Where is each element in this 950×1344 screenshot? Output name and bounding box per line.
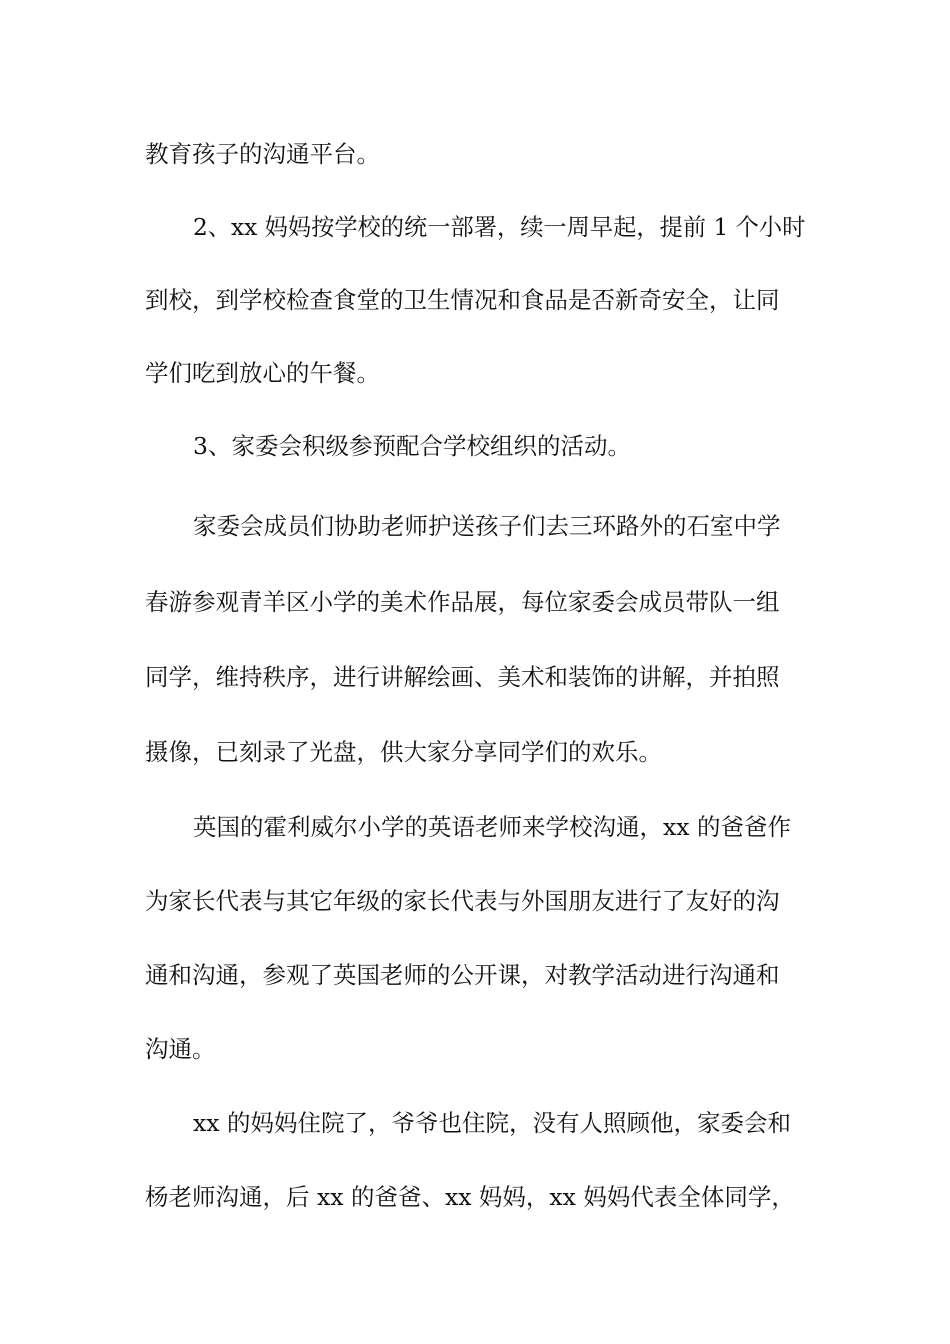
text-line xyxy=(0,1177,950,1217)
text-line xyxy=(0,207,950,247)
line-text: 家委会成员们协助老师护送孩子们去三环路外的石室中学 xyxy=(193,512,781,540)
line-text: 春游参观青羊区小学的美术作品展，每位家委会成员带队一组 xyxy=(145,588,780,616)
text-line xyxy=(0,732,950,772)
line-text: 到校，到学校检查食堂的卫生情况和食品是否新奇安全，让同 xyxy=(145,286,780,314)
line-text: 通和沟通，参观了英国老师的公开课，对教学活动进行沟通和 xyxy=(145,961,780,989)
line-text: 教育孩子的沟通平台。 xyxy=(145,140,380,168)
text-line xyxy=(0,582,950,622)
line-text: 杨老师沟通，后 xx 的爸爸、xx 妈妈，xx 妈妈代表全体同学， xyxy=(145,1183,795,1211)
line-text: 英国的霍利威尔小学的英语老师来学校沟通，xx 的爸爸作 xyxy=(193,813,791,841)
text-line xyxy=(0,353,950,393)
text-line xyxy=(0,807,950,847)
line-text: 沟通。 xyxy=(145,1035,216,1063)
line-text: xx 的妈妈住院了，爷爷也住院，没有人照顾他，家委会和 xyxy=(193,1109,791,1137)
text-line xyxy=(0,657,950,697)
text-line xyxy=(0,1103,950,1143)
text-line xyxy=(0,1029,950,1069)
line-text: 2、xx 妈妈按学校的统一部署，续一周早起，提前 1 个小时 xyxy=(193,213,806,241)
text-line xyxy=(0,280,950,320)
text-line xyxy=(0,881,950,921)
text-line xyxy=(0,426,950,466)
line-text: 为家长代表与其它年级的家长代表与外国朋友进行了友好的沟 xyxy=(145,887,780,915)
line-text: 学们吃到放心的午餐。 xyxy=(145,359,380,387)
text-line xyxy=(0,506,950,546)
line-text: 同学，维持秩序，进行讲解绘画、美术和装饰的讲解，并拍照 xyxy=(145,663,780,691)
text-line xyxy=(0,134,950,174)
line-text: 3、家委会积级参预配合学校组织的活动。 xyxy=(193,432,631,460)
text-line xyxy=(0,955,950,995)
line-text: 摄像，已刻录了光盘，供大家分享同学们的欢乐。 xyxy=(145,738,662,766)
